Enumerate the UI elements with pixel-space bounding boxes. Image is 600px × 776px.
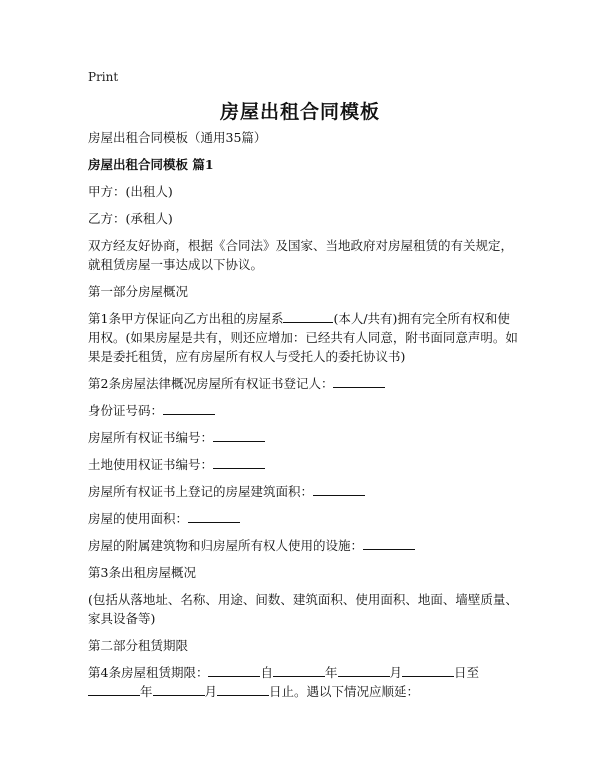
article-4-month-2: 月 [204,684,218,699]
blank-field [217,683,269,696]
article-2 [88,374,520,393]
article-4-from: 自 [260,665,273,680]
facilities-line [88,536,520,555]
article-4-end: 日止。遇以下情况应顺延： [269,684,420,699]
blank-field [313,483,365,496]
party-a: 甲方：(出租人) [88,184,173,199]
blank-field [402,664,454,677]
blank-field [188,510,240,523]
article-1-lead: 第1条甲方保证向乙方出租的房屋系 [88,311,284,326]
facilities-label: 房屋的附属建筑物和归房屋所有权人使用的设施： [88,538,364,553]
document-subtitle: 房屋出租合同模板（通用35篇） [88,130,267,145]
article-3-detail: (包括从落地址、名称、用途、间数、建筑面积、使用面积、地面、墙壁质量、家具设备等) [88,592,518,626]
id-number-label: 身份证号码： [88,403,164,418]
article-4-label: 第4条房屋租赁期限： [88,665,209,680]
registered-area-label: 房屋所有权证书上登记的房屋建筑面积： [88,484,314,499]
blank-field [213,429,265,442]
article-4-day-to: 日至 [454,665,480,680]
land-certificate-label: 土地使用权证书编号： [88,457,214,472]
part1-heading: 第一部分房屋概况 [88,284,189,299]
blank-field [363,537,415,550]
blank-field [273,664,325,677]
part2-heading: 第二部分租赁期限 [88,638,189,653]
article-4 [88,663,520,701]
certificate-number-label: 房屋所有权证书编号： [88,430,214,445]
page-title: 房屋出租合同模板 [219,101,380,123]
blank-field [88,683,140,696]
article-4-month: 月 [389,665,403,680]
usable-area-line [88,509,520,528]
blank-field [283,310,333,323]
article-4-year: 年 [324,665,338,680]
article-1-rest: (本人/共有)拥有完全所有权和使用权。(如果房屋是共有，则还应增加：已经共有人同意，附书面同意声明。如果是委托租赁，应有房屋所有权人与受托人的委托协议书) [88,311,518,364]
id-number-line [88,401,520,420]
section-heading: 房屋出租合同模板 篇1 [88,157,214,172]
blank-field [333,375,385,388]
intro-paragraph: 双方经友好协商，根据《合同法》及国家、当地政府对房屋租赁的有关规定，就租赁房屋一事达成以下协议。 [88,238,514,272]
print-link[interactable]: Print [88,70,119,84]
blank-field [338,664,390,677]
article-1 [88,309,520,366]
usable-area-label: 房屋的使用面积： [88,511,189,526]
certificate-number-line [88,428,520,447]
article-2-label: 第2条房屋法律概况房屋所有权证书登记人： [88,376,334,391]
blank-field [208,664,260,677]
registered-area-line [88,482,520,501]
article-4-year-2: 年 [140,684,153,699]
blank-field [163,402,215,415]
document-body [88,128,520,709]
article-3: 第3条出租房屋概况 [88,565,196,580]
land-certificate-line [88,455,520,474]
blank-field [153,683,205,696]
blank-field [213,456,265,469]
party-b: 乙方：(承租人) [88,211,173,226]
